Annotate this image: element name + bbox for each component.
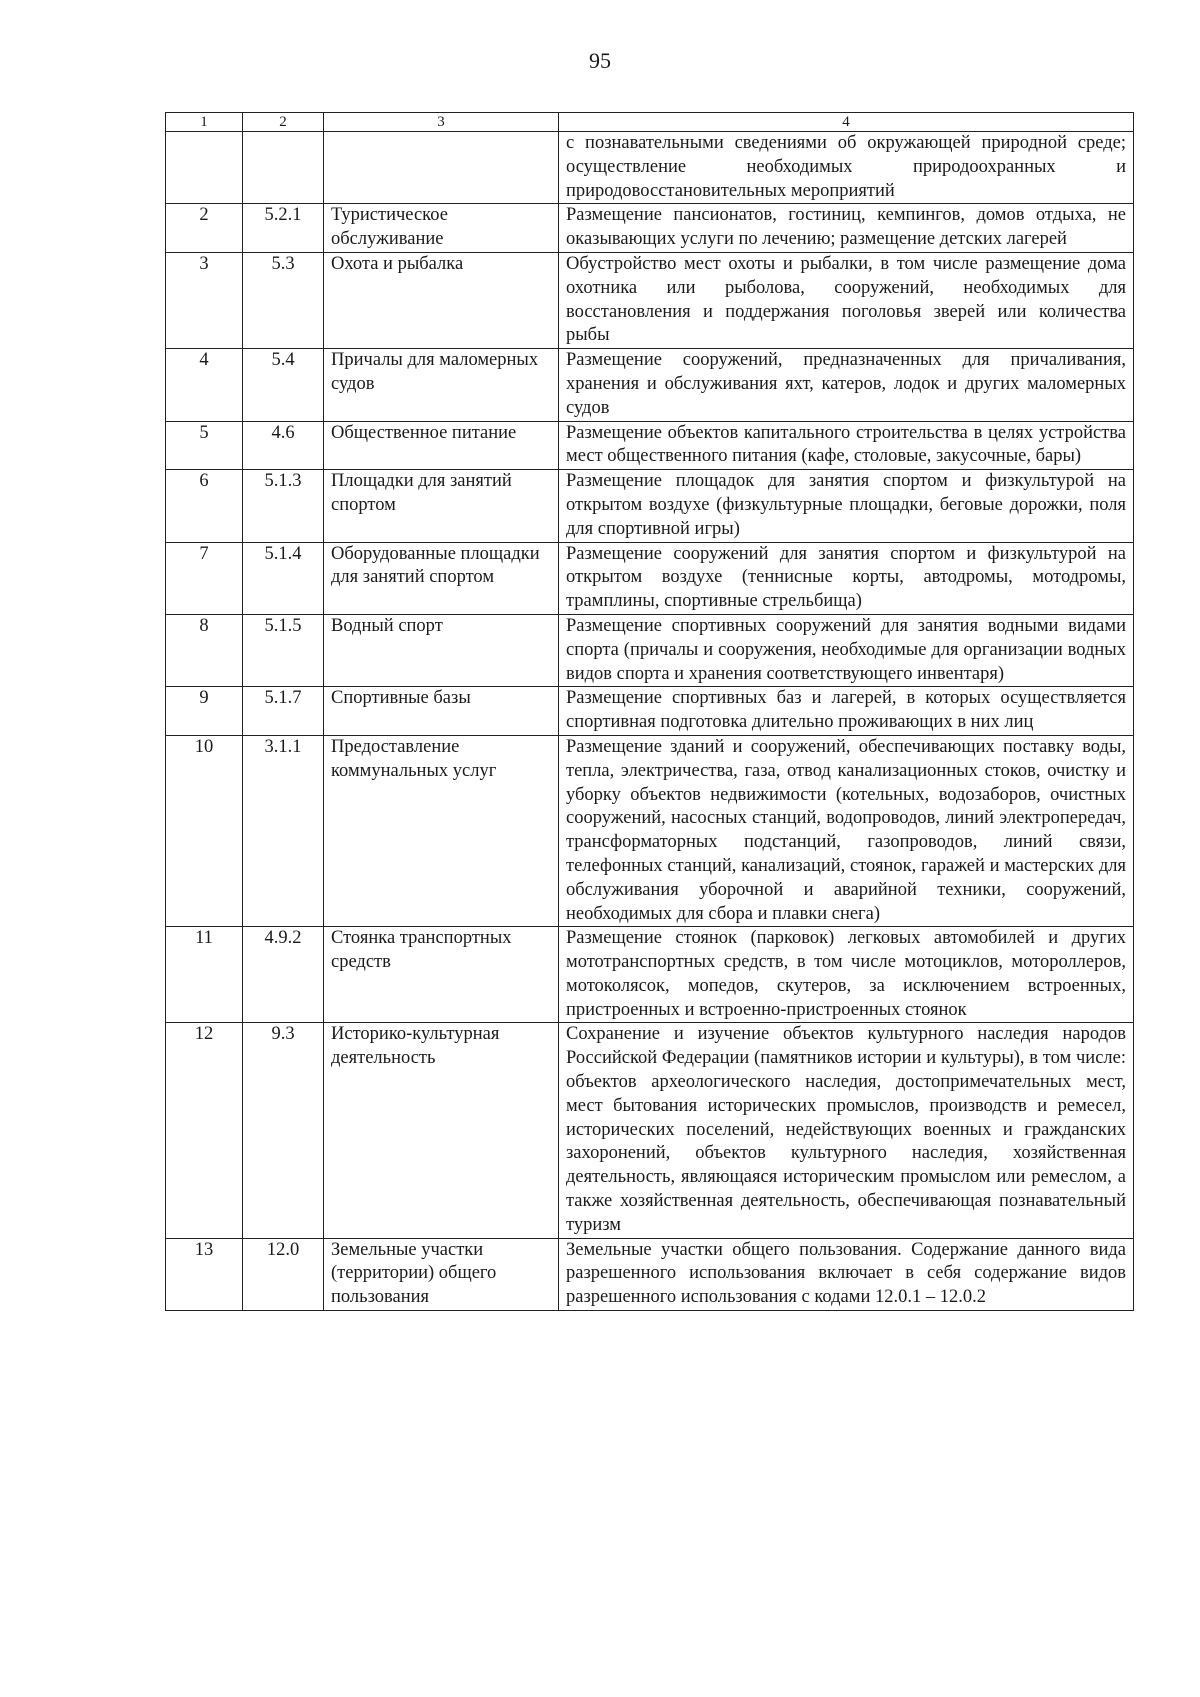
table-row xyxy=(166,542,1134,614)
row-number: 2 xyxy=(166,204,243,253)
use-name: Спортивные базы xyxy=(324,687,559,736)
use-code: 5.4 xyxy=(243,349,324,421)
use-description: Обустройство мест охоты и рыбалки, в том числе размещение дома охотника или рыболова, сооружений, необходимых для восстановления и поддержания поголовья зверей или количества рыбы xyxy=(559,252,1134,348)
table-row xyxy=(166,735,1134,926)
table-header-row xyxy=(166,113,1134,132)
row-number xyxy=(166,132,243,204)
header-col-2: 2 xyxy=(243,113,324,132)
row-number: 13 xyxy=(166,1238,243,1310)
table-row xyxy=(166,1238,1134,1310)
header-col-3: 3 xyxy=(324,113,559,132)
use-name: Оборудованные площадки для занятий спортом xyxy=(324,542,559,614)
use-code: 4.9.2 xyxy=(243,927,324,1023)
use-description: Размещение пансионатов, гостиниц, кемпингов, домов отдыха, не оказывающих услуги по лечению; размещение детских лагерей xyxy=(559,204,1134,253)
use-description: Размещение объектов капитального строительства в целях устройства мест общественного питания (кафе, столовые, закусочные, бары) xyxy=(559,421,1134,470)
use-code: 9.3 xyxy=(243,1023,324,1238)
use-code: 5.1.4 xyxy=(243,542,324,614)
use-description: Размещение площадок для занятия спортом и физкультурой на открытом воздухе (физкультурные площадки, беговые дорожки, поля для спортивной игры) xyxy=(559,470,1134,542)
use-name: Предоставление коммунальных услуг xyxy=(324,735,559,926)
use-name: Стоянка транспортных средств xyxy=(324,927,559,1023)
use-code: 5.1.7 xyxy=(243,687,324,736)
row-number: 6 xyxy=(166,470,243,542)
use-description: Размещение спортивных баз и лагерей, в которых осуществляется спортивная подготовка длительно проживающих в них лиц xyxy=(559,687,1134,736)
row-number: 4 xyxy=(166,349,243,421)
table-row xyxy=(166,252,1134,348)
header-col-1: 1 xyxy=(166,113,243,132)
use-name xyxy=(324,132,559,204)
row-number: 3 xyxy=(166,252,243,348)
table-row xyxy=(166,349,1134,421)
use-code: 5.3 xyxy=(243,252,324,348)
use-code: 3.1.1 xyxy=(243,735,324,926)
use-name: Туристическое обслуживание xyxy=(324,204,559,253)
row-number: 9 xyxy=(166,687,243,736)
land-use-table xyxy=(165,112,1134,1311)
row-number: 11 xyxy=(166,927,243,1023)
use-description: Размещение зданий и сооружений, обеспечивающих поставку воды, тепла, электричества, газа, отвод канализационных стоков, очистку и уборку объектов недвижимости (котельных, водозаборов, очистных сооружений, насосных станций, водопроводов, линий электропередач, трансформаторных подстанций, газопроводов, линий связи, телефонных станций, канализаций, стоянок, гаражей и мастерских для обслуживания уборочной и аварийной техники, сооружений, необходимых для сбора и плавки снега) xyxy=(559,735,1134,926)
table-row xyxy=(166,204,1134,253)
use-description: Размещение сооружений, предназначенных для причаливания, хранения и обслуживания яхт, катеров, лодок и других маломерных судов xyxy=(559,349,1134,421)
table-row xyxy=(166,421,1134,470)
use-description: Размещение сооружений для занятия спортом и физкультурой на открытом воздухе (теннисные корты, автодромы, мотодромы, трамплины, спортивные стрельбища) xyxy=(559,542,1134,614)
table-row xyxy=(166,132,1134,204)
use-name: Причалы для маломерных судов xyxy=(324,349,559,421)
page-number: 95 xyxy=(589,48,611,73)
use-description: Размещение спортивных сооружений для занятия водными видами спорта (причалы и сооружения, необходимые для организации водных видов спорта и хранения соответствующего инвентаря) xyxy=(559,614,1134,686)
table-row xyxy=(166,614,1134,686)
row-number: 5 xyxy=(166,421,243,470)
use-description: с познавательными сведениями об окружающей природной среде; осуществление необходимых природоохранных и природовосстановительных мероприятий xyxy=(559,132,1134,204)
use-code xyxy=(243,132,324,204)
use-name: Общественное питание xyxy=(324,421,559,470)
use-description: Сохранение и изучение объектов культурного наследия народов Российской Федерации (памятников истории и культуры), в том числе: объектов археологического наследия, достопримечательных мест, мест бытования исторических промыслов, производств и ремесел, исторических поселений, недействующих военных и гражданских захоронений, объектов культурного наследия, хозяйственная деятельность, являющаяся историческим промыслом или ремеслом, а также хозяйственная деятельность, обеспечивающая познавательный туризм xyxy=(559,1023,1134,1238)
table-row xyxy=(166,1023,1134,1238)
use-description: Размещение стоянок (парковок) легковых автомобилей и других мототранспортных средств, в том числе мотоциклов, мотороллеров, мотоколясок, мопедов, скутеров, за исключением встроенных, пристроенных и встроенно-пристроенных стоянок xyxy=(559,927,1134,1023)
row-number: 8 xyxy=(166,614,243,686)
table-row xyxy=(166,470,1134,542)
use-name: Охота и рыбалка xyxy=(324,252,559,348)
header-col-4: 4 xyxy=(559,113,1134,132)
use-code: 5.1.3 xyxy=(243,470,324,542)
row-number: 12 xyxy=(166,1023,243,1238)
use-code: 12.0 xyxy=(243,1238,324,1310)
use-description: Земельные участки общего пользования. Содержание данного вида разрешенного использования включает в себя содержание видов разрешенного использования с кодами 12.0.1 – 12.0.2 xyxy=(559,1238,1134,1310)
table-row xyxy=(166,927,1134,1023)
use-code: 5.1.5 xyxy=(243,614,324,686)
use-name: Историко-культурная деятельность xyxy=(324,1023,559,1238)
table-row xyxy=(166,687,1134,736)
use-name: Водный спорт xyxy=(324,614,559,686)
row-number: 10 xyxy=(166,735,243,926)
use-name: Площадки для занятий спортом xyxy=(324,470,559,542)
use-code: 5.2.1 xyxy=(243,204,324,253)
use-code: 4.6 xyxy=(243,421,324,470)
row-number: 7 xyxy=(166,542,243,614)
use-name: Земельные участки (территории) общего пользования xyxy=(324,1238,559,1310)
